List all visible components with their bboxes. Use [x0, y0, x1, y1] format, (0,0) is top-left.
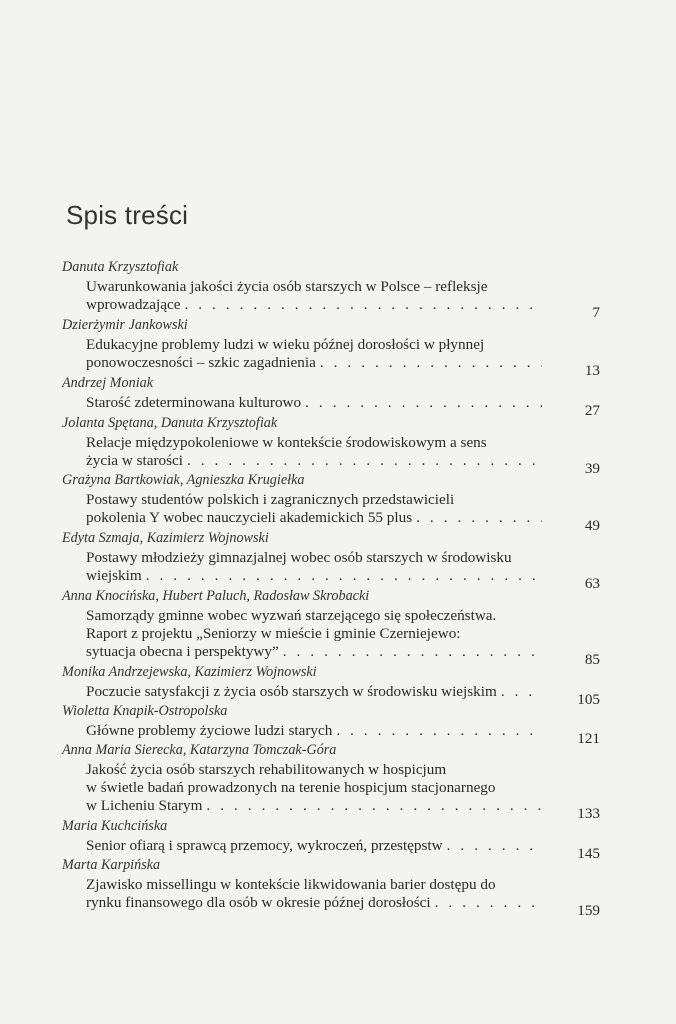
entry-title-text: w świetle badań prowadzonych na terenie hospicjum stacjonarnego — [86, 779, 496, 796]
entry-title-text: wprowadzające — [86, 296, 181, 313]
entry-title — [86, 491, 602, 534]
entry-title-text: Senior ofiarą i sprawcą przemocy, wykroczeń, przestępstw — [86, 837, 443, 854]
entry-author: Anna Maria Sierecka, Katarzyna Tomczak-Góra — [62, 742, 337, 758]
dot-leader — [184, 296, 542, 314]
entry-page-number: 49 — [584, 517, 600, 534]
entry-title-line — [86, 434, 602, 452]
entry-title-line — [86, 797, 602, 815]
toc-entry — [62, 258, 602, 321]
entry-author: Wioletta Knapik-Ostropolska — [62, 703, 228, 719]
entry-page-number: 27 — [584, 402, 600, 419]
entry-title-line — [86, 722, 602, 740]
dot-leader — [320, 354, 542, 372]
entry-page-number: 145 — [577, 845, 600, 862]
entry-title-text: Jakość życia osób starszych rehabilitowanych w hospicjum — [86, 761, 447, 778]
dot-leader — [336, 722, 542, 740]
entry-author: Marta Karpińska — [62, 857, 161, 873]
entry-title — [86, 607, 602, 668]
entry-title-text: Postawy młodzieży gimnazjalnej wobec osób starszych w środowisku — [86, 549, 512, 566]
entry-title-text: Starość zdeterminowana kulturowo — [86, 394, 302, 411]
entry-title-text: sytuacja obecna i perspektywy” — [86, 643, 279, 660]
entry-author: Andrzej Moniak — [62, 375, 154, 391]
entry-title — [86, 837, 602, 862]
entry-title — [86, 876, 602, 919]
entry-title-line — [86, 354, 602, 372]
dot-leader — [447, 837, 542, 855]
entry-title-text: rynku finansowego dla osób w okresie późnej dorosłości — [86, 894, 431, 911]
entry-page-number: 13 — [584, 362, 600, 379]
toc-entry — [62, 529, 602, 592]
entry-author: Edyta Szmaja, Kazimierz Wojnowski — [62, 530, 269, 546]
entry-title-text: Raport z projektu „Seniorzy w mieście i gminie Czerniejewo: — [86, 625, 461, 642]
entry-title-line — [86, 837, 602, 855]
toc-entry — [62, 471, 602, 534]
entry-title-text: Edukacyjne problemy ludzi w wieku późnej dorosłości w płynnej — [86, 336, 485, 353]
entry-title-line — [86, 296, 602, 314]
entry-title-line — [86, 278, 602, 296]
entry-title-text: życia w starości — [86, 452, 183, 469]
entry-title-text: Relacje międzypokoleniowe w kontekście środowiskowym a sens — [86, 434, 487, 451]
entry-title-text: Zjawisko missellingu w kontekście likwidowania barier dostępu do — [86, 876, 496, 893]
entry-title — [86, 336, 602, 379]
entry-title-line — [86, 779, 602, 797]
dot-leader — [305, 394, 542, 412]
entry-title-text: wiejskim — [86, 567, 142, 584]
entry-author: Monika Andrzejewska, Kazimierz Wojnowski — [62, 664, 317, 680]
entry-page-number: 105 — [577, 691, 600, 708]
entry-page-number: 121 — [577, 730, 600, 747]
dot-leader — [187, 452, 542, 470]
toc-entry — [62, 856, 602, 919]
entry-title-line — [86, 549, 602, 567]
entry-title — [86, 722, 602, 747]
entry-title-text: Postawy studentów polskich i zagranicznych przedstawicieli — [86, 491, 455, 508]
entry-title — [86, 549, 602, 592]
entry-title-text: Samorządy gminne wobec wyzwań starzejącego się społeczeństwa. — [86, 607, 497, 624]
entry-title-line — [86, 643, 602, 661]
dot-leader — [416, 509, 542, 527]
entry-page-number: 133 — [577, 805, 600, 822]
toc-entry — [62, 702, 602, 747]
entry-title-line — [86, 567, 602, 585]
page-title: Spis treści — [66, 200, 189, 230]
entry-page-number: 7 — [592, 304, 600, 321]
entry-title-text: Główne problemy życiowe ludzi starych — [86, 722, 333, 739]
toc-entry — [62, 374, 602, 419]
dot-leader — [206, 797, 542, 815]
entry-page-number: 39 — [584, 460, 600, 477]
entry-author: Jolanta Spętana, Danuta Krzysztofiak — [62, 415, 278, 431]
entry-page-number: 159 — [577, 902, 600, 919]
entry-author: Dzierżymir Jankowski — [62, 317, 188, 333]
toc-entry — [62, 741, 602, 822]
entry-author: Danuta Krzysztofiak — [62, 259, 179, 275]
entry-title-line — [86, 394, 602, 412]
dot-leader — [501, 683, 542, 701]
entry-title-line — [86, 509, 602, 527]
entry-title-line — [86, 452, 602, 470]
entry-title — [86, 278, 602, 321]
entry-title-line — [86, 491, 602, 509]
toc-entry — [62, 817, 602, 862]
table-of-contents — [62, 258, 602, 919]
dot-leader — [283, 643, 542, 661]
entry-title-text: pokolenia Y wobec nauczycieli akademickich 55 plus — [86, 509, 413, 526]
entry-title-line — [86, 625, 602, 643]
entry-title-line — [86, 607, 602, 625]
toc-entry — [62, 414, 602, 477]
entry-title-text: w Licheniu Starym — [86, 797, 203, 814]
entry-title — [86, 394, 602, 419]
entry-title-line — [86, 876, 602, 894]
entry-author: Anna Knocińska, Hubert Paluch, Radosław Skrobacki — [62, 588, 370, 604]
toc-entry — [62, 316, 602, 379]
entry-title-line — [86, 336, 602, 354]
entry-author: Grażyna Bartkowiak, Agnieszka Krugiełka — [62, 472, 305, 488]
dot-leader — [146, 567, 542, 585]
entry-title-line — [86, 894, 602, 912]
dot-leader — [435, 894, 542, 912]
entry-title — [86, 761, 602, 822]
entry-title-text: ponowoczesności – szkic zagadnienia — [86, 354, 316, 371]
entry-page-number: 63 — [584, 575, 600, 592]
toc-entry — [62, 587, 602, 668]
entry-title — [86, 434, 602, 477]
entry-title-text: Poczucie satysfakcji z życia osób starszych w środowisku wiejskim — [86, 683, 497, 700]
entry-author: Maria Kuchcińska — [62, 818, 168, 834]
entry-title-line — [86, 761, 602, 779]
entry-title-line — [86, 683, 602, 701]
entry-page-number: 85 — [584, 651, 600, 668]
entry-title — [86, 683, 602, 708]
entry-title-text: Uwarunkowania jakości życia osób starszych w Polsce – refleksje — [86, 278, 488, 295]
toc-entry — [62, 663, 602, 708]
